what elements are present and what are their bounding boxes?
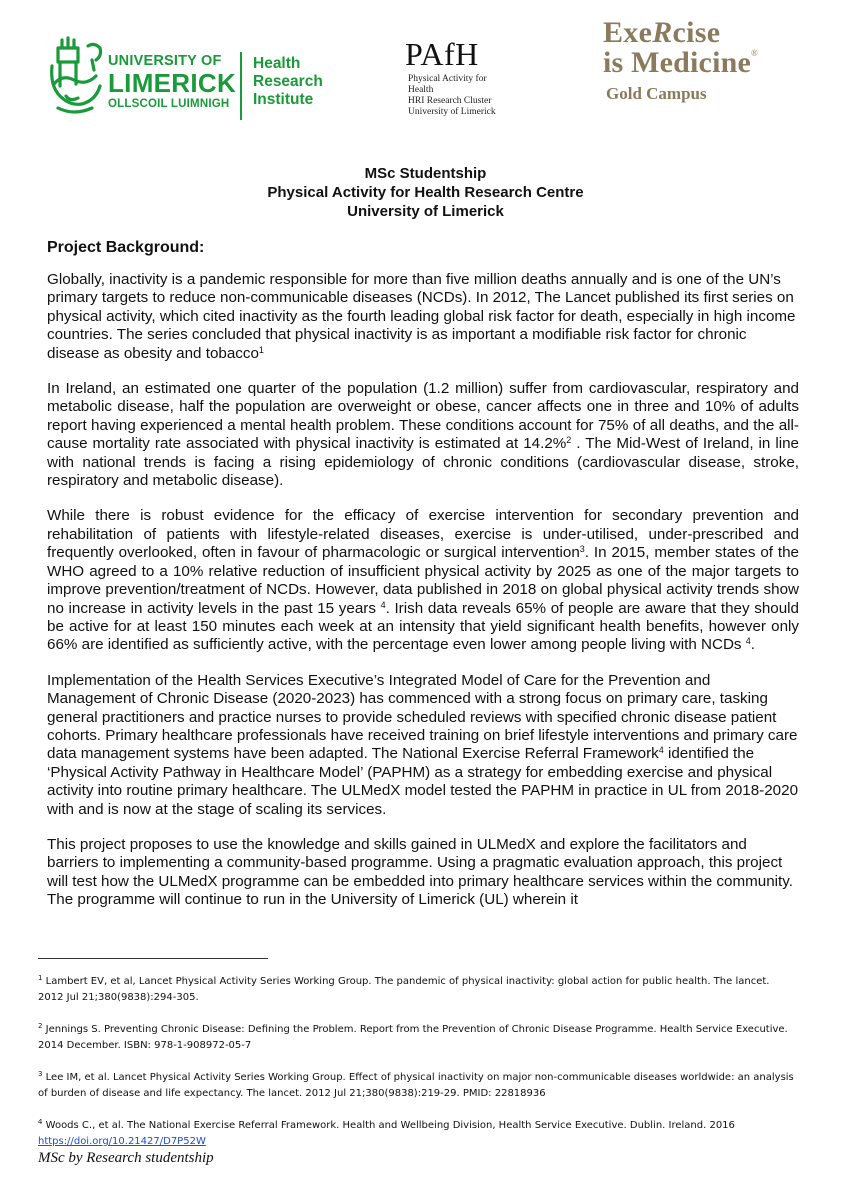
footnote-separator [38, 958, 268, 959]
university-of-limerick-logo [48, 36, 248, 126]
p1-text: Globally, inactivity is a pandemic responsible for more than five million deaths annually and is one of the UN’s primary targets to reduce non-communicable diseases (NCDs). In 2012, The Lancet published its first series on physical activity, which cited inactivity as the fourth leading global risk factor for death, especially in high income countries. The series concluded that physical inactivity is as important a modifiable risk factor for chronic disease as obesity and tobacco [47, 271, 796, 362]
pafh-title: PAfH [405, 36, 479, 72]
section-heading: Project Background: [47, 239, 205, 256]
hri-line2: Research [253, 73, 323, 90]
paragraph-1 [47, 271, 799, 363]
fn2-text: Jennings S. Preventing Chronic Disease: Defining the Problem. Report from the Prevention of Chronic Disease Programme. Health Service Executive. 2014 December. ISBN: 978-1-908972-05-7 [38, 1024, 788, 1051]
footnote-4 [38, 1118, 798, 1150]
p2-text-b: . The Mid-West of Ireland, in line with national trends is facing a rising epidemiology of chronic conditions (cardiovascular disease, stroke, respiratory and metabolic disease). [47, 435, 799, 490]
ul-crest-icon [48, 36, 104, 120]
fn3-number: 3 [38, 1070, 43, 1078]
title-line3: University of Limerick [347, 203, 504, 220]
eim-line1-b: cise [672, 16, 721, 49]
hri-line1: Health [253, 55, 301, 72]
registered-mark: ® [751, 48, 759, 58]
ul-line3: OLLSCOIL LUIMNIGH [108, 97, 230, 110]
paragraph-3 [47, 507, 799, 654]
footer-note: MSc by Research studentship [38, 1150, 214, 1166]
p4-ref: 4 [658, 745, 664, 756]
logo-divider [240, 52, 242, 120]
p3-ref-1: 3 [579, 544, 585, 555]
fn3-text: Lee IM, et al. Lancet Physical Activity Series Working Group. Effect of physical inactivity on major non-communicable diseases worldwide: an analysis of burden of disease and life expectancy. The lancet. 2012 Jul 21;380(9838):219-29. PMID: 22818936 [38, 1072, 794, 1099]
eim-rx-mark: R [652, 16, 673, 49]
fn1-number: 1 [38, 974, 43, 982]
eim-line1-a: Exe [603, 16, 653, 49]
pafh-subtitle [408, 74, 505, 118]
fn1-text: Lambert EV, et al, Lancet Physical Activity Series Working Group. The pandemic of physical inactivity: global action for public health. The lancet. 2012 Jul 21;380(9838):294-305. [38, 976, 770, 1003]
p2-text-a: In Ireland, an estimated one quarter of the population (1.2 million) suffer from cardiovascular, respiratory and metabolic disease, half the population are overweight or obese, cancer affects one in three and 10% of adults report having experienced a mental health problem. These conditions account for 75% of all deaths, and the all-cause mortality rate associated with physical inactivity is estimated at 14.2% [47, 380, 799, 453]
p3-text-b: . In 2015, member states of the WHO agreed to a 10% relative reduction of insufficient physical activity by 2025 as one of the major targets to improve prevention/treatment of NCDs. However, data published in 2018 on global physical activity trends show no increase in activity levels in the past 15 years [47, 544, 799, 617]
header [0, 0, 851, 150]
eim-line1 [603, 18, 758, 48]
hri-line3: Institute [253, 91, 314, 108]
title-line1: MSc Studentship [364, 165, 487, 182]
eim-line2 [603, 48, 758, 78]
ul-line2: LIMERICK [108, 67, 237, 98]
fn4-number: 4 [38, 1118, 43, 1126]
paragraph-5 [47, 836, 799, 910]
footnote-2 [38, 1022, 798, 1054]
pafh-sub-line1: Physical Activity for Health [408, 74, 487, 95]
eim-line3: Gold Campus [606, 84, 707, 103]
fn4-text: Woods C., et al. The National Exercise Referral Framework. Health and Wellbeing Division, Health Service Executive. Dublin. Ireland. 2016 [42, 1120, 735, 1131]
fn2-number: 2 [38, 1022, 43, 1030]
ul-wordmark [108, 54, 236, 110]
p3-ref-3: 4 [745, 636, 751, 647]
exercise-is-medicine-logo [603, 18, 758, 104]
p1-ref: 1 [258, 344, 264, 355]
p5-text: This project proposes to use the knowledge and skills gained in ULMedX and explore the facilitators and barriers to implementing a community-based programme. Using a pragmatic evaluation approach, this project will test how the ULMedX programme can be embedded into primary healthcare services within the community. The programme will continue to run in the University of Limerick (UL) wherein it [47, 835, 793, 909]
p3-text-a: While there is robust evidence for the efficacy of exercise intervention for secondary prevention and rehabilitation of patients with lifestyle-related diseases, exercise is under-utilised, under-prescribed and frequently overlooked, often in favour of pharmacologic or surgical intervention [47, 507, 799, 562]
pafh-logo [405, 38, 505, 118]
title-line2: Physical Activity for Health Research Centre [267, 184, 584, 201]
health-research-institute-label [253, 55, 323, 109]
p4-text-b: identified the ‘Physical Activity Pathway in Healthcare Model’ (PAPHM) as a strategy for embedding exercise and physical activity into routine primary healthcare. The ULMedX model tested the PAPHM in practice in UL from 2018-2020 with and is now at the stage of scaling its services. [47, 745, 799, 818]
paragraph-2 [47, 380, 799, 490]
eim-line2-text: is Medicine [603, 46, 752, 79]
doi-link[interactable]: https://doi.org/10.21427/D7P52W [38, 1136, 206, 1147]
paragraph-4 [47, 672, 799, 819]
p3-ref-2: 4 [380, 599, 386, 610]
p3-text-d: . [750, 636, 755, 654]
footnote-3 [38, 1070, 798, 1102]
footnotes [38, 974, 798, 1166]
pafh-sub-line3: University of Limerick [408, 107, 496, 117]
document-title [0, 164, 851, 221]
pafh-sub-line2: HRI Research Cluster [408, 96, 492, 106]
p2-ref: 2 [566, 435, 572, 446]
p4-text-a: Implementation of the Health Services Executive’s Integrated Model of Care for the Prevention and Management of Chronic Disease (2020-2023) has commenced with a strong focus on primary care, tasking general practitioners and practice nurses to provide scheduled reviews with specified chronic disease patient cohorts. Primary healthcare professionals have received training on brief lifestyle interventions and primary care data management systems have been adapted. The National Exercise Referral Framework [47, 671, 798, 763]
p3-text-c: . Irish data reveals 65% of people are aware that they should be active for at least 150 minutes each week at an intensity that yield significant health benefits, however only 66% are identified as sufficiently active, with the percentage even lower among people living with NCDs [47, 599, 799, 654]
footnote-1 [38, 974, 798, 1006]
body-text [47, 271, 799, 927]
ul-line1: UNIVERSITY OF [108, 53, 222, 69]
